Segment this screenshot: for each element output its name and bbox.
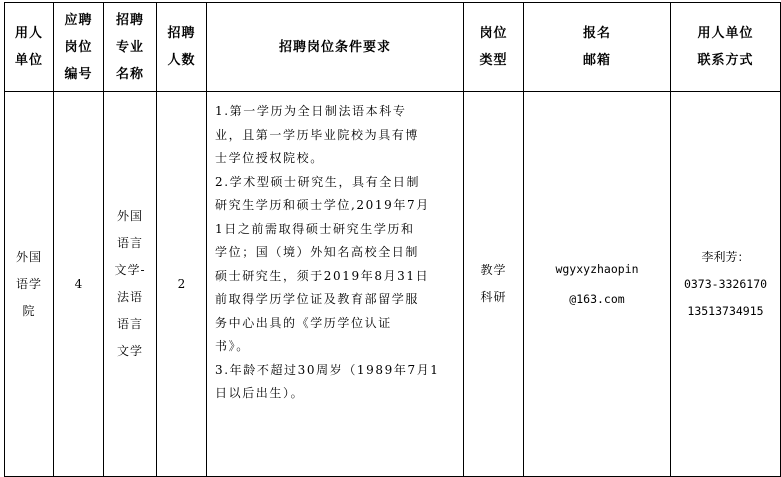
header-count: 招聘 人数: [157, 3, 207, 92]
recruitment-table: [4, 2, 781, 477]
requirement-1: 1.第一学历为全日制法语本科专 业，且第一学历毕业院校为具有博 士学位授权院校。: [215, 104, 420, 165]
requirement-2: 2.学术型硕士研究生，具有全日制 研究生学历和硕士学位,2019年7月 1日之前需取得硕士研究生学历和 学位；国（境）外知名高校全日制 硕士研究生，须于2019年8月31日 前取得学历学位证及教育部留学服 务中心出具的《学历学位认证 书》。: [215, 174, 430, 353]
contact-mobile: 13513734915: [687, 303, 764, 318]
cell-post-type: 教学 科研: [464, 92, 524, 477]
table-row: [5, 92, 781, 477]
cell-post-no: 4: [54, 92, 104, 477]
header-email: 报名 邮箱: [524, 3, 671, 92]
cell-email: wgyxyzhaopin @163.com: [524, 92, 671, 477]
header-post-type: 岗位 类型: [464, 3, 524, 92]
header-row: [5, 3, 781, 92]
header-requirements: 招聘岗位条件要求: [207, 3, 464, 92]
contact-name: 李利芳：: [701, 249, 750, 264]
contact-phone: 0373-3326170: [683, 276, 768, 291]
cell-major: 外国 语言 文学- 法语 语言 文学: [104, 92, 157, 477]
cell-contact: [671, 92, 781, 477]
header-contact: 用人单位 联系方式: [671, 3, 781, 92]
cell-count: 2: [157, 92, 207, 477]
header-major: 招聘 专业 名称: [104, 3, 157, 92]
header-post-no: 应聘 岗位 编号: [54, 3, 104, 92]
cell-unit: 外国 语学 院: [5, 92, 54, 477]
cell-requirements: [207, 92, 464, 477]
requirement-3: 3.年龄不超过30周岁（1989年7月1 日以后出生）。: [215, 362, 440, 400]
header-unit: 用人 单位: [5, 3, 54, 92]
